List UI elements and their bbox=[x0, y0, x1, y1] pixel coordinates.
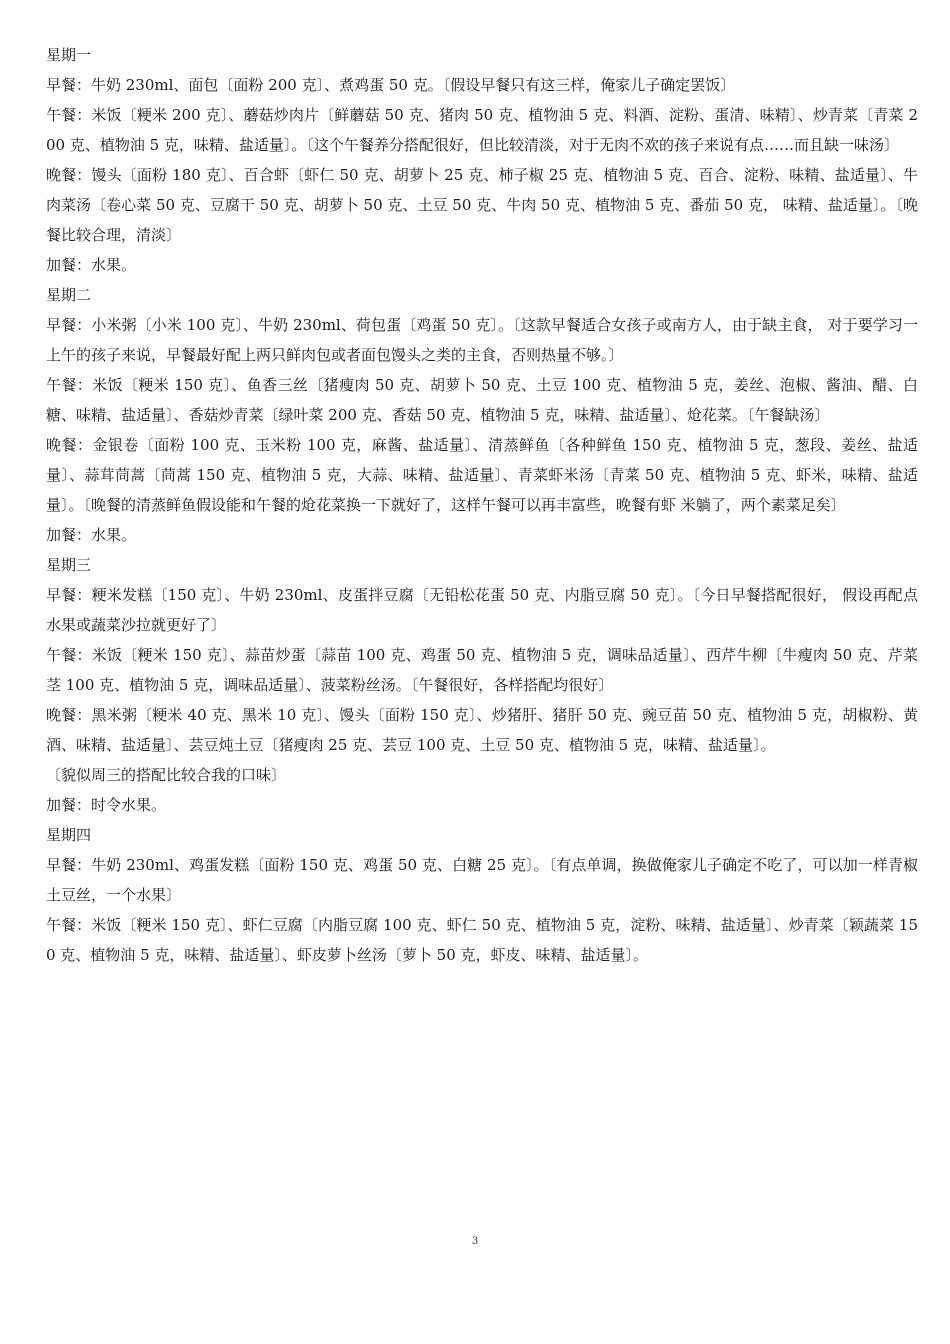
page-number: 3 bbox=[471, 1236, 479, 1247]
meal-snack: 加餐：水果。 bbox=[46, 256, 137, 274]
day-heading: 星期一 bbox=[46, 46, 92, 64]
meal-lunch: 午餐：米饭〔粳米 150 克〕、蒜苗炒蛋〔蒜苗 100 克、鸡蛋 50 克、植物油 5 克，调味品适量〕、西芹牛柳〔牛瘦肉 50 克、芹菜茎 100 克、植物油 5 克，调味品适量〕、菠菜粉丝汤。〔午餐很好，各样搭配均很好〕 bbox=[46, 646, 918, 694]
meal-breakfast: 早餐：牛奶 230ml、鸡蛋发糕〔面粉 150 克、鸡蛋 50 克、白糖 25 克〕。〔有点单调，换做俺家儿子确定不吃了，可以加一样青椒土豆丝，一个水果〕 bbox=[46, 856, 918, 904]
comment-line: 〔貌似周三的搭配比较合我的口味〕 bbox=[46, 766, 287, 784]
meal-lunch: 午餐：米饭〔粳米 150 克〕、虾仁豆腐〔内脂豆腐 100 克、虾仁 50 克、植物油 5 克，淀粉、味精、盐适量〕、炒青菜〔颖蔬菜 150 克、植物油 5 克，味精、盐适量〕、虾皮萝卜丝汤〔萝卜 50 克，虾皮、味精、盐适量〕。 bbox=[46, 916, 918, 964]
meal-snack: 加餐：水果。 bbox=[46, 526, 137, 544]
meal-lunch: 午餐：米饭〔粳米 200 克〕、蘑菇炒肉片〔鲜蘑菇 50 克、猪肉 50 克、植物油 5 克、料酒、淀粉、蛋清、味精〕、炒青菜〔青菜 200 克、植物油 5 克，味精、盐适量〕。〔这个午餐养分搭配很好，但比较清淡，对于无肉不欢的孩子来说有点……而且缺一味汤〕 bbox=[46, 106, 918, 154]
meal-breakfast: 早餐：粳米发糕〔150 克〕、牛奶 230ml、皮蛋拌豆腐〔无铅松花蛋 50 克、内脂豆腐 50 克〕。〔今日早餐搭配很好， 假设再配点水果或蔬菜沙拉就更好了〕 bbox=[46, 586, 918, 634]
meal-breakfast: 早餐：牛奶 230ml、面包〔面粉 200 克〕、煮鸡蛋 50 克。〔假设早餐只有这三样，俺家儿子确定罢饭〕 bbox=[46, 76, 736, 94]
day-heading: 星期二 bbox=[46, 286, 92, 304]
meal-dinner: 晚餐：黑米粥〔粳米 40 克、黑米 10 克〕、馒头〔面粉 150 克〕、炒猪肝、猪肝 50 克、豌豆苗 50 克、植物油 5 克，胡椒粉、黄酒、味精、盐适量〕、芸豆炖土豆〔猪瘦肉 25 克、芸豆 100 克、土豆 50 克、植物油 5 克，味精、盐适量〕。 bbox=[46, 706, 918, 754]
day-heading: 星期三 bbox=[46, 556, 92, 574]
meal-dinner: 晚餐：金银卷〔面粉 100 克、玉米粉 100 克，麻酱、盐适量〕、清蒸鲜鱼〔各种鲜鱼 150 克、植物油 5 克，葱段、姜丝、盐适量〕、蒜茸茼蒿〔茼蒿 150 克、植物油 5 克，大蒜、味精、盐适量〕、青菜虾米汤〔青菜 50 克、植物油 5 克、虾米，味精、盐适量〕。〔晚餐的清蒸鲜鱼假设能和午餐的炝花菜换一下就好了，这样午餐可以再丰富些，晚餐有虾 米躺了，两个素菜足矣〕 bbox=[46, 436, 918, 514]
meal-dinner: 晚餐：馒头〔面粉 180 克〕、百合虾〔虾仁 50 克、胡萝卜 25 克、柿子椒 25 克、植物油 5 克、百合、淀粉、味精、盐适量〕、牛肉菜汤〔卷心菜 50 克、豆腐干 50 克、胡萝卜 50 克、土豆 50 克、牛肉 50 克、植物油 5 克、番茄 50 克， 味精、盐适量〕。〔晚餐比较合理，清淡〕 bbox=[46, 166, 918, 244]
meal-lunch: 午餐：米饭〔粳米 150 克〕、鱼香三丝〔猪瘦肉 50 克、胡萝卜 50 克、土豆 100 克、植物油 5 克，姜丝、泡椒、酱油、醋、白糖、味精、盐适量〕、香菇炒青菜〔绿叶菜 200 克、香菇 50 克、植物油 5 克，味精、盐适量〕、炝花菜。〔午餐缺汤〕 bbox=[46, 376, 918, 424]
meal-snack: 加餐：时令水果。 bbox=[46, 796, 167, 814]
day-heading: 星期四 bbox=[46, 826, 92, 844]
meal-breakfast: 早餐：小米粥〔小米 100 克〕、牛奶 230ml、荷包蛋〔鸡蛋 50 克〕。〔这款早餐适合女孩子或南方人，由于缺主食， 对于要学习一上午的孩子来说，早餐最好配上两只鲜肉包或者面包馒头之类的主食，否则热量不够。〕 bbox=[46, 316, 918, 364]
document-body bbox=[46, 40, 918, 970]
